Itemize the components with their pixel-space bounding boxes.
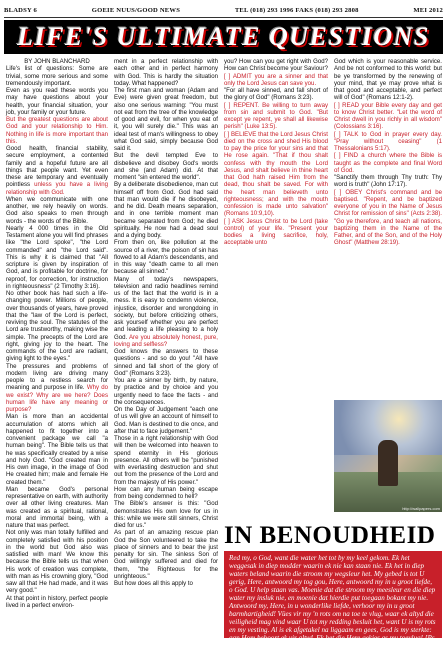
- text-segment: [ ] REPENT. Be willing to turn away from sin and submit to God. "But except ye repent, ye shall all likewise perish" (Luke 13:5).: [224, 101, 328, 131]
- paragraph: [224, 131, 328, 218]
- text-segment: you? How can you get right with God? How can Christ become your Saviour?: [224, 58, 328, 73]
- text-segment: God knows the answers to these questions - and so do you! "All have sinned and fall short of the glory of God" (Romans 3:23).: [114, 348, 218, 377]
- text-segment: But the greatest questions are about God and your relationship to Him. Nothing in life is more important than this.: [6, 116, 108, 145]
- paragraph: [6, 196, 108, 225]
- paragraph: [114, 406, 218, 435]
- paragraph: [224, 218, 328, 247]
- paragraph: [6, 116, 108, 145]
- paragraph: [114, 239, 218, 275]
- text-segment: [ ] BELIEVE that the Lord Jesus Christ died on the cross and shed His blood to pay the price for your sins and that He rose again. "That if thou shalt confess with thy mouth the Lord Jesus, and shalt believe in thine heart that God hath raised Him from the dead, thou shalt be saved. For with the heart man believeth unto righteousness; and with the mouth confession is made unto salvation" (Romans 10:9,10).: [224, 130, 328, 218]
- text-segment: By a deliberate disobedience, man cut himself off from God. God had said that man would die if he disobeyed, and he did. Death means separation, and in one terrible moment man became separated from God; he died spiritually. He now had a dead soul and a dying body.: [114, 181, 218, 239]
- paragraph: [114, 486, 218, 501]
- paragraph: [6, 225, 108, 290]
- column-3-text: [224, 58, 328, 247]
- paragraph: [114, 152, 218, 181]
- issue-date: MEI 2012: [413, 6, 443, 14]
- paragraph: [114, 87, 218, 152]
- contact-info: TEL (018) 293 1996 FAKS (018) 293 2808: [234, 6, 359, 14]
- text-segment: As part of an amazing rescue plan God the Son volunteered to take the place of sinners and to bear the just penalty for sin. The sinless Son of God willingly suffered and died for them, "the Righteous for the unrighteous.": [114, 529, 218, 580]
- text-segment: No other book has had such a life-changing power. Millions of people, over thousands of years, have proved that the "law of the Lord is perfect, reviving the soul. The statutes of the Lord are trustworthy, making wise the simple. The precepts of the Lord are right, giving joy to the heart. The commands of the Lord are radiant, giving light to the eyes.": [6, 290, 108, 363]
- text-segment: Many of today's newspapers, television and radio headlines remind us of the fact that the world is in a mess. It is easy to condemn violence, injustice, disorder and wrongdoing in society, but before criticizing others, ask yourself whether you are perfect and leading a life pleasing to a holy God.: [114, 275, 218, 341]
- paragraph: [6, 529, 108, 594]
- paragraph: [6, 87, 108, 116]
- column-3: [224, 58, 328, 247]
- column-4-text: [334, 58, 442, 247]
- text-segment: Why do we exist? Why are we here? Does human life have any meaning or purpose?: [6, 384, 108, 413]
- byline: BY JOHN BLANCHARD: [24, 58, 90, 65]
- text-segment: "Sanctify them through Thy truth: Thy word is truth" (John 17:17).: [334, 174, 442, 189]
- paragraph: [334, 102, 442, 131]
- text-segment: "For all have sinned, and fall short of the glory of God" (Romans 3:23).: [224, 87, 328, 102]
- text-segment: Nearly 4 000 times in the Old Testament alone you will find phrases like "the Lord spoke", "the Lord commanded" and "the Lord said". This is why it is claimed that "All scripture is given by inspiration of God, and is profitable for doctrine, for reproof, for correction, for instruction in righteousness" (2 Timothy 3:16).: [6, 224, 108, 290]
- column-1: [6, 58, 108, 609]
- paragraph: [6, 413, 108, 486]
- text-segment: The Bible's answer is this: "God demonstrates His own love for us in this: while we were still sinners, Christ died for us.": [114, 500, 218, 529]
- text-segment: [ ] ASK Jesus Christ to be Lord (take control) of your life. "Present your bodies a living sacrifice, holy, acceptable unto: [224, 217, 328, 247]
- paragraph: [224, 87, 328, 102]
- article-title: LIFE'S ULTIMATE QUESTIONS: [17, 22, 430, 51]
- paragraph: [6, 290, 108, 363]
- text-segment: [ ] OBEY Christ's command and be baptised. "Repent, and be baptized everyone of you in the Name of Jesus Christ for remission of sins" (Acts 2:38). "Go ye therefore, and teach all nations, baptizing them in the Name of the Father, and of the Son, and of the Holy Ghost" (Matthew 28:19).: [334, 188, 442, 247]
- paragraph: [334, 152, 442, 174]
- text-segment: From then on, like pollution at the source of a river, the poison of sin has flowed to all Adam's descendants, and in this way "death came to all men because all sinned.": [114, 239, 218, 276]
- paragraph: [114, 377, 218, 406]
- text-segment: Life's list of questions: Some are trivial, some more serious and some tremendously important.: [6, 65, 108, 87]
- text-segment: Are you absolutely honest, pure, loving and selfless?: [114, 333, 218, 348]
- paragraph: [114, 276, 218, 349]
- paragraph: [114, 500, 218, 529]
- page-header: [4, 3, 443, 17]
- text-segment: Man became God's personal representative on earth, with authority over all other living creatures. Man was created as a spiritual, rational, moral and immortal being, with a nature that was perfect.: [6, 485, 108, 529]
- text-segment: Those in a right relationship with God will then be welcomed into heaven to spend eternity in His glorious presence. All others will be "punished with everlasting destruction and shut out from the presence of the Lord and from the majesty of His power.": [114, 435, 218, 486]
- text-segment: ment in a perfect relationship with each other and in perfect harmony with God. This is hardly the situation today. What happened?: [114, 58, 218, 87]
- text-segment: [ ] ADMIT you are a sinner and that only the Lord Jesus can save you.: [224, 72, 328, 87]
- text-segment: At that point in history, perfect people lived in a perfect environ-: [6, 594, 108, 609]
- paragraph: [334, 174, 442, 189]
- text-segment: How can any human being escape from being condemned to hell?: [114, 485, 218, 500]
- text-segment: Not only was man totally fulfilled and completely satisfied with his position in the world but God also was satisfied with man! We know this because the Bible tells us that when His work of creation was complete, with man as His crowning glory, "God saw all that He had made, and it was very good.": [6, 529, 108, 595]
- text-segment: unless you have a living relationship with God.: [6, 181, 109, 196]
- text-segment: On the Day of Judgement "each one of us will give an account of himself to God. Man is destined to die once, and after that to face judgement.": [114, 406, 218, 435]
- text-segment: Man is more than an accidental accumulation of atoms which all happened to fit together into a convenient package we call "a human being". The Bible tells us that he was specifically created by a wise and holy God. "God created man in His own image, in the image of God He created him; male and female He created them.": [6, 413, 108, 486]
- text-segment: The first man and woman (Adam and Eve) were given great freedom, but also one serious warning: "You must not eat from the tree of the knowledge of good and evil, for when you eat of it, you will surely die." This was an ideal test of man's willingness to obey what God said, simply because God said it.: [114, 87, 218, 152]
- paragraph: [224, 58, 328, 73]
- paragraph: [114, 181, 218, 239]
- text-segment: God which is your reasonable service. And be not conformed to this world: but be ye transformed by the renewing of your mind, that ye may prove what is that good and acceptable, and perfect will of God" (Romans 12:1-2).: [334, 58, 442, 102]
- paragraph: [6, 595, 108, 610]
- text-segment: [ ] READ your Bible every day and get to know Christ better. "Let the word of Christ dwell in you richly in all wisdom" (Colossians 3:16).: [334, 101, 442, 131]
- text-segment: The pressures and problems of modern living are driving many people to a restless search for meaning and purpose in life.: [6, 362, 108, 392]
- paragraph: [114, 529, 218, 580]
- text-segment: When we communicate with one another, we rely heavily on words. God also speaks to men through words - the words of the Bible.: [6, 195, 108, 225]
- text-segment: [ ] TALK to God in prayer every day. "Pray without ceasing" (1 Thessalonians 5:17).: [334, 130, 442, 152]
- paragraph: [114, 58, 218, 87]
- paragraph: [6, 145, 108, 196]
- text-segment: But the devil tempted Eve to disbelieve and disobey God's words and she (and Adam) did. At that moment "sin entered the world".: [114, 152, 218, 181]
- paragraph: [114, 435, 218, 486]
- column-2: [114, 58, 218, 587]
- text-segment: But how does all this apply to: [114, 580, 193, 587]
- inbenoudheid-text-box: Red my, o God, want die water het tot by my keel gekom. Ek het weggesak in diep modder waarin ek nie kan staan nie. Ek het in diep waters beland waarin die stroom my wegsleur het. My gebed is tot U gerig, Here, antwoord my tog gou, Here, antwoord my in u groot liefde, o God. U help staan vas. Moenie dat die stroom my meesleur en die diep water my insluk nie, en moenie dat hierdie put toegaan bokant my nie. Antwoord my, Here, in u wonderlike liefde, verhoor my in u groot barmhartigheid! Vües vir my 'n rots om na toe te vlug, waar ek altyd die veiligheid mag vind waar U tot my redding besluit het, want U is my rots en my vesting. Al is ek afgetakel na liggaam en gees, God is my sterkte: aan Hom behoort ek vir altyd. Ek het die Here gekies as my toevlug! [Ps. 69:2,3,14,16,17; Ps. 71:3; Ps. 73:26,28 (DB)].: [224, 551, 442, 638]
- text-segment: Even as you read these words you may have questions about your health, your financial situation, your job, your family or your future.: [6, 87, 108, 116]
- paragraph: [6, 486, 108, 530]
- column-2-text: [114, 58, 218, 587]
- paragraph: [114, 348, 218, 377]
- text-segment: Good health, financial stability, secure employment, a contented family and a hopeful future are all things that people want. Yet even these are temporary and eventually pointless: [6, 145, 108, 189]
- inbenoudheid-title: IN BENOUDHEID: [224, 522, 436, 549]
- column-4: [334, 58, 442, 247]
- paragraph: [6, 363, 108, 414]
- text-segment: You are a sinner by birth, by nature, by practice and by choice and you urgently need to face the facts - and the consequences.: [114, 377, 218, 406]
- photo-credit: http://wallpapers.com: [402, 506, 440, 511]
- paragraph: [224, 73, 328, 88]
- title-banner: [4, 20, 443, 54]
- header-divider: [4, 17, 443, 18]
- paragraph: [6, 65, 108, 87]
- paragraph: [114, 580, 218, 587]
- praying-person-photo: [334, 400, 442, 512]
- paragraph: [224, 102, 328, 131]
- column-1-text: [6, 65, 108, 609]
- page-number: BLADSY 6: [4, 6, 38, 14]
- paragraph: [334, 189, 442, 247]
- text-segment: [ ] FIND a church where the Bible is taught as the complete and final Word of God.: [334, 152, 442, 174]
- paragraph: [334, 131, 442, 153]
- paragraph: [334, 58, 442, 102]
- publication-name: GOEIE NUUS/GOOD NEWS: [91, 6, 181, 14]
